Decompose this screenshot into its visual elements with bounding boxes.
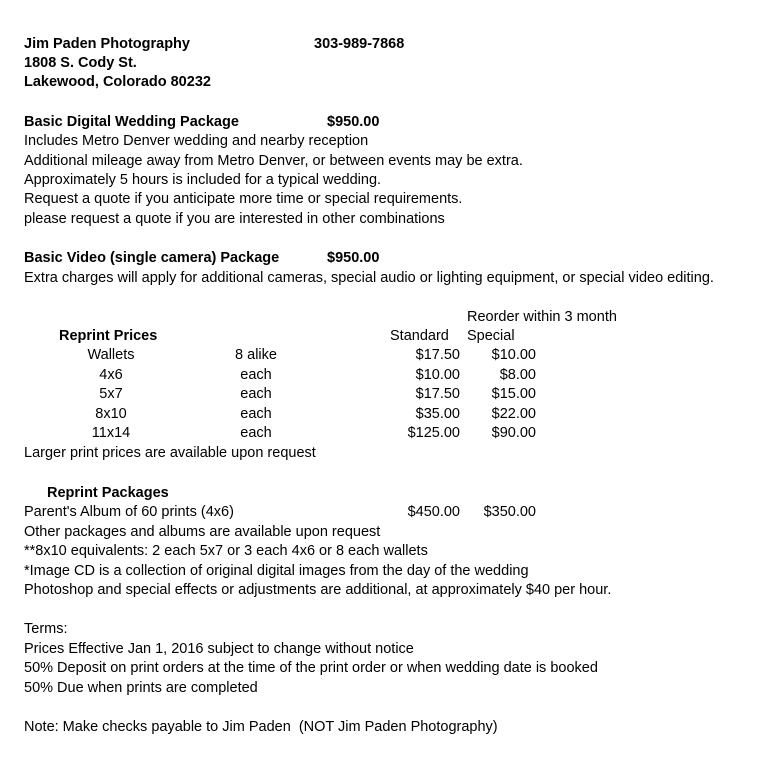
video-package-price: $950.00 (327, 250, 380, 266)
terms-line: 50% Deposit on print orders at the time of the print order or when wedding date is booked (24, 660, 598, 676)
standard-column-header: Standard (390, 328, 449, 344)
special-price: $8.00 (499, 367, 536, 383)
video-package-title: Basic Video (single camera) Package (24, 250, 280, 266)
wedding-package-title: Basic Digital Wedding Package (24, 114, 239, 130)
wedding-package-price: $950.00 (327, 114, 380, 130)
terms-title: Terms: (24, 621, 68, 637)
wedding-line: Request a quote if you anticipate more time or special requirements. (24, 191, 463, 207)
package-special-price: $350.00 (483, 504, 536, 520)
reprint-prices-title: Reprint Prices (59, 328, 158, 344)
standard-price: $125.00 (407, 425, 460, 441)
special-column-header: Special (467, 328, 515, 344)
print-unit: each (240, 386, 272, 402)
print-size: 4x6 (99, 367, 123, 383)
print-size: 8x10 (95, 406, 127, 422)
wedding-line: please request a quote if you are interested in other combinations (24, 211, 445, 227)
video-line: Extra charges will apply for additional cameras, special audio or lighting equipment, or special video editing. (24, 270, 714, 286)
address-line-1: 1808 S. Cody St. (24, 55, 137, 71)
larger-prints-note: Larger print prices are available upon request (24, 445, 316, 461)
special-price: $15.00 (491, 386, 536, 402)
print-unit: each (240, 367, 272, 383)
package-standard-price: $450.00 (407, 504, 460, 520)
standard-price: $17.50 (415, 386, 460, 402)
print-unit: each (240, 406, 272, 422)
standard-price: $10.00 (415, 367, 460, 383)
wedding-line: Approximately 5 hours is included for a typical wedding. (24, 172, 382, 188)
reorder-header: Reorder within 3 month (467, 309, 617, 325)
print-size: Wallets (87, 347, 135, 363)
package-line: Photoshop and special effects or adjustments are additional, at approximately $40 per hour. (24, 582, 612, 598)
print-size: 11x14 (91, 425, 131, 441)
standard-price: $17.50 (415, 347, 460, 363)
special-price: $22.00 (491, 406, 536, 422)
phone-number: 303-989-7868 (314, 36, 405, 52)
package-line: *Image CD is a collection of original digital images from the day of the wedding (24, 563, 529, 579)
terms-line: Prices Effective Jan 1, 2016 subject to change without notice (24, 641, 414, 657)
special-price: $90.00 (491, 425, 536, 441)
package-line: **8x10 equivalents: 2 each 5x7 or 3 each 4x6 or 8 each wallets (24, 543, 428, 559)
print-unit: each (240, 425, 272, 441)
package-item: Parent's Album of 60 prints (4x6) (24, 504, 234, 520)
wedding-line: Includes Metro Denver wedding and nearby reception (24, 133, 369, 149)
address-line-2: Lakewood, Colorado 80232 (24, 74, 211, 90)
payment-note: Note: Make checks payable to Jim Paden (NOT Jim Paden Photography) (24, 719, 498, 735)
standard-price: $35.00 (415, 406, 460, 422)
print-size: 5x7 (99, 386, 123, 402)
print-unit: 8 alike (235, 347, 277, 363)
business-name: Jim Paden Photography (24, 36, 190, 52)
reprint-packages-title: Reprint Packages (47, 485, 169, 501)
package-line: Other packages and albums are available upon request (24, 524, 381, 540)
special-price: $10.00 (491, 347, 536, 363)
wedding-line: Additional mileage away from Metro Denver, or between events may be extra. (24, 153, 523, 169)
terms-line: 50% Due when prints are completed (24, 680, 258, 696)
